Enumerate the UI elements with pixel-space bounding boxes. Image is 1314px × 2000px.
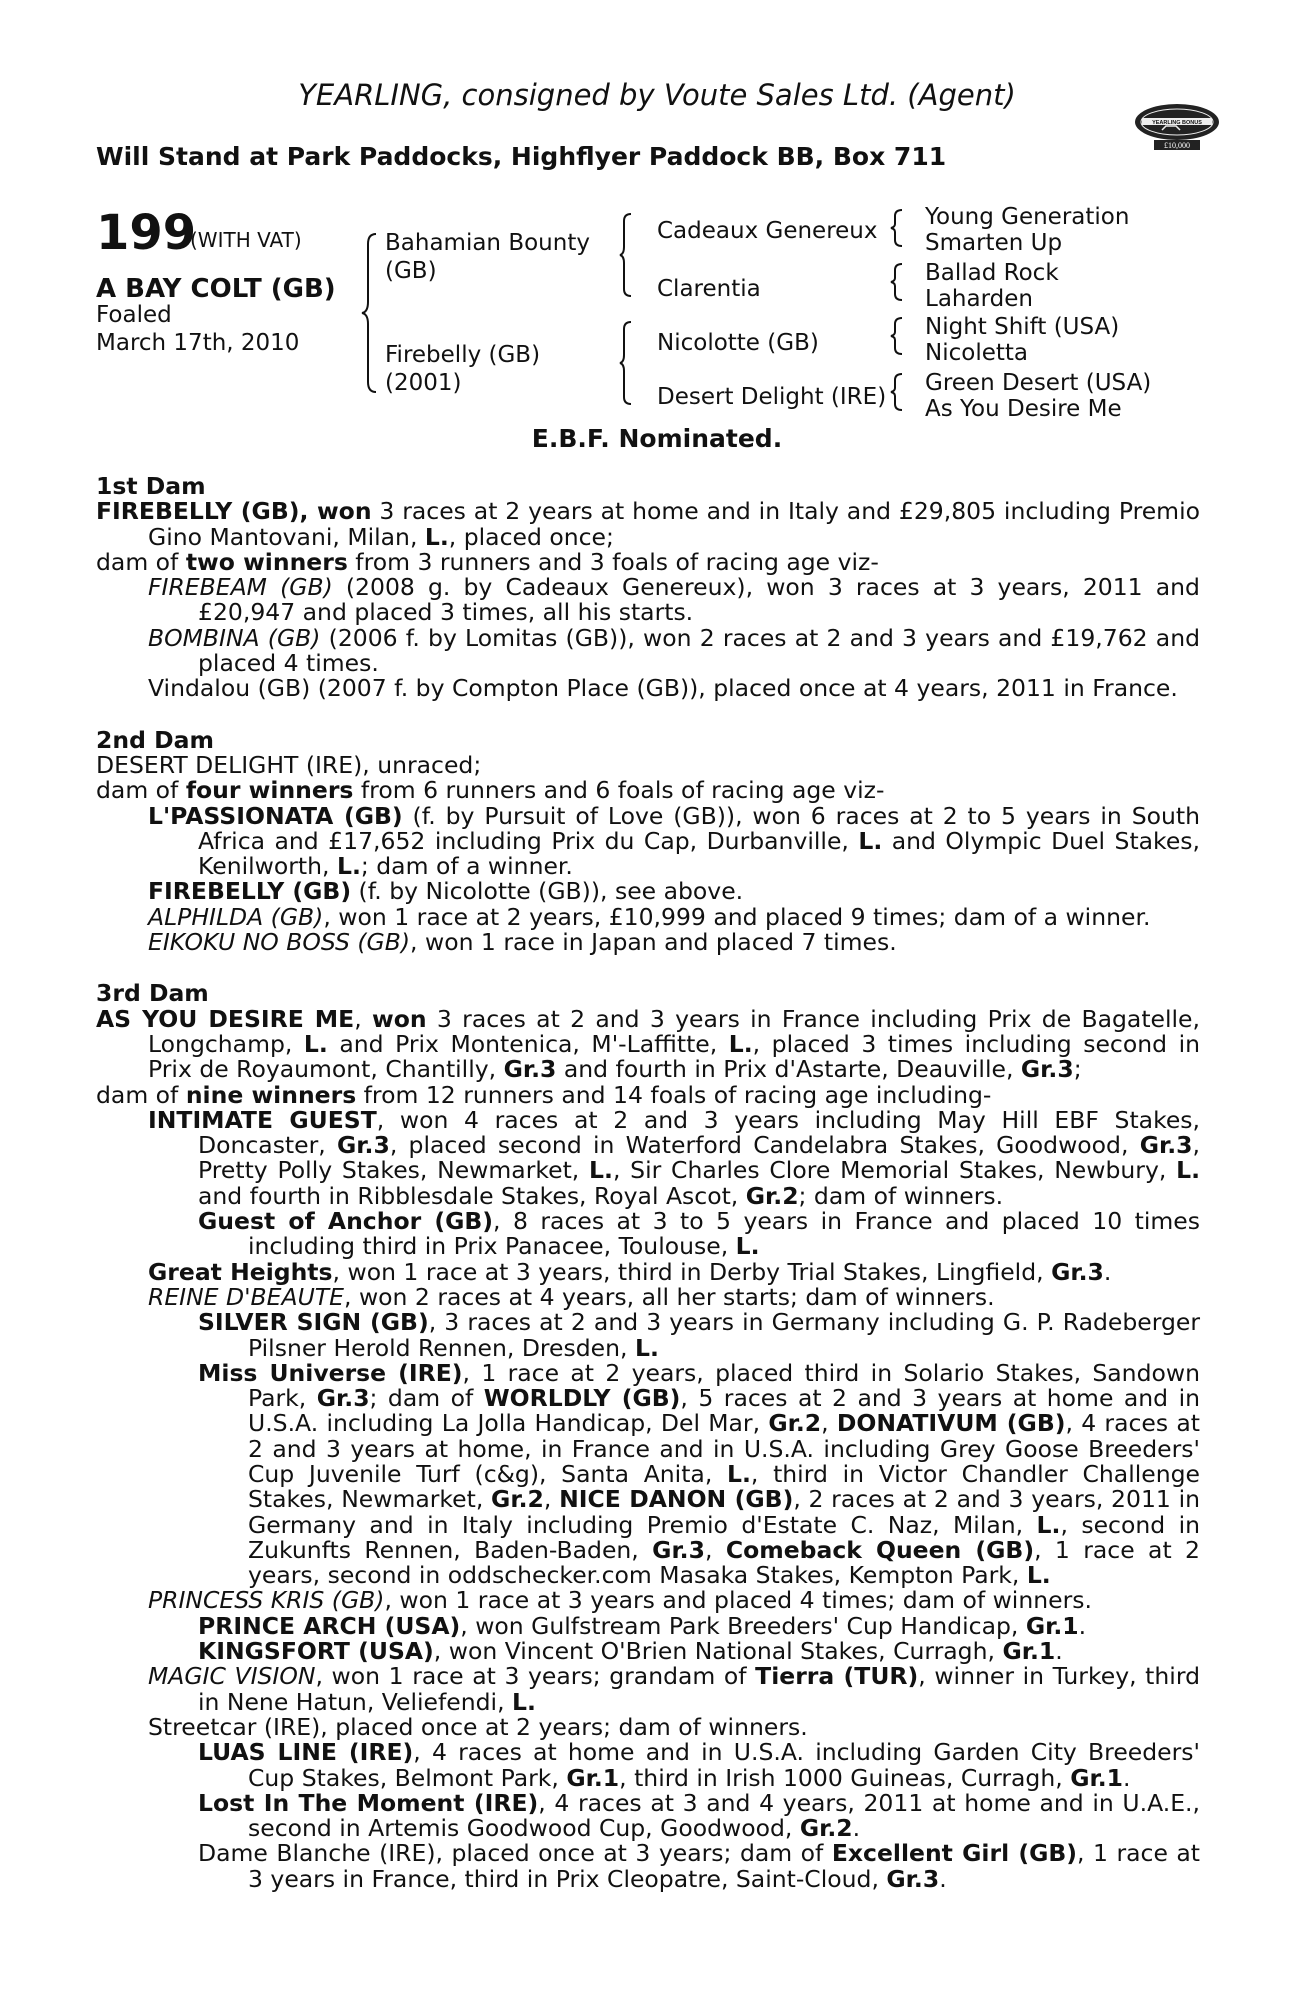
dam2-offspring-2: FIREBELLY (GB) (f. by Nicolotte (GB)), see above.: [148, 877, 744, 906]
luas-line-entry: LUAS LINE (IRE), 4 races at home and in U.S.A. including Garden City Breeders' Cup Stakes, Belmont Park, Gr.1, third in Irish 1000 Guineas, Curragh, Gr.1.: [198, 1738, 1200, 1792]
dam2-offspring-4: EIKOKU NO BOSS (GB), won 1 race in Japan and placed 7 times.: [148, 928, 897, 957]
sire-brace-icon: [618, 212, 634, 298]
lot-name: A BAY COLT (GB): [96, 274, 336, 304]
yearling-bonus-badge-icon: [1132, 98, 1222, 152]
dam-sire: Nicolotte (GB): [657, 330, 819, 356]
reine-dbeaute-entry: REINE D'BEAUTE, won 2 races at 4 years, all her starts; dam of winners.: [148, 1282, 995, 1311]
pedigree-brace-icon: [360, 232, 380, 394]
dam1-offspring-3: Vindalou (GB) (2007 f. by Compton Place (GB)), placed once at 4 years, 2011 in France.: [148, 674, 1178, 703]
gs-sdd: Laharden: [925, 286, 1033, 312]
sire-dam: Clarentia: [657, 276, 761, 302]
prince-arch-entry: PRINCE ARCH (USA), won Gulfstream Park Breeders' Cup Handicap, Gr.1.: [198, 1611, 1087, 1640]
dam-brace-icon: [618, 320, 634, 406]
gs-dss: Night Shift (USA): [925, 314, 1120, 340]
dam2-offspring-3: ALPHILDA (GB), won 1 race at 2 years, £10,999 and placed 9 times; dam of a winner.: [148, 902, 1151, 931]
badge-value: £10,000: [1164, 141, 1190, 150]
vat-note: (WITH VAT): [190, 228, 302, 252]
foaled-date: March 17th, 2010: [96, 330, 300, 356]
intimate-guest-entry: INTIMATE GUEST, won 4 races at 2 and 3 years including May Hill EBF Stakes, Doncaster, Gr.3, placed second in Waterford Candelabra Stakes, Goodwood, Gr.3, Pretty Polly Stakes, Newmarket, L., Sir Charles Clore Memorial Stakes, Newbury, L. and fourth in Ribblesdale Stakes, Royal Ascot, Gr.2; dam of winners.: [148, 1105, 1201, 1210]
lot-number: 199: [96, 205, 197, 261]
miss-universe-entry: Miss Universe (IRE), 1 race at 2 years, placed third in Solario Stakes, Sandown Park, Gr.3; dam of WORLDLY (GB), 5 races at 2 and 3 years at home and in U.S.A. including La Jolla Handicap, Del Mar, Gr.2, DONATIVUM (GB), 4 races at 2 and 3 years at home, in France and in U.S.A. including Grey Goose Breeders' Cup Juvenile Turf (c&g), Santa Anita, L., third in Victor Chandler Challenge Stakes, Newmarket, Gr.2, NICE DANON (GB), 2 races at 2 and 3 years, 2011 in Germany and in Italy including Premio d'Estate C. Naz, Milan, L., second in Zukunfts Rennen, Baden-Baden, Gr.3, Comeback Queen (GB), 1 race at 2 years, second in oddschecker.com Masaka Stakes, Kempton Park, L.: [198, 1358, 1201, 1590]
silver-sign-entry: SILVER SIGN (GB), 3 races at 2 and 3 years in Germany including G. P. Radeberger Pilsner Herold Rennen, Dresden, L.: [198, 1308, 1200, 1362]
sire-name: Bahamian Bounty: [385, 230, 590, 256]
badge-label: YEARLING BONUS: [1152, 120, 1202, 126]
gs-dds: Green Desert (USA): [925, 370, 1152, 396]
brace-sd-icon: [890, 262, 904, 302]
dam1-produce-summary: dam of two winners from 3 runners and 3 foals of racing age viz-: [96, 547, 879, 576]
dam2-heading: 2nd Dam: [96, 725, 214, 754]
streetcar-entry: Streetcar (IRE), placed once at 2 years; dam of winners.: [148, 1712, 808, 1741]
dam3-record: AS YOU DESIRE ME, won 3 races at 2 and 3 years in France including Prix de Bagatelle, Longchamp, L. and Prix Montenica, M'-Laffitte, L., placed 3 times including second in Prix de Royaumont, Chantilly, Gr.3 and fourth in Prix d'Astarte, Deauville, Gr.3;: [96, 1004, 1200, 1084]
brace-ss-icon: [890, 208, 904, 248]
gs-sss: Young Generation: [925, 204, 1130, 230]
sire-suffix: (GB): [385, 258, 437, 284]
kingsfort-entry: KINGSFORT (USA), won Vincent O'Brien National Stakes, Curragh, Gr.1.: [198, 1637, 1063, 1666]
dam-dam: Desert Delight (IRE): [657, 384, 887, 410]
dam-name: Firebelly (GB): [385, 342, 541, 368]
gs-dsd: Nicoletta: [925, 340, 1028, 366]
sire-sire: Cadeaux Genereux: [657, 218, 878, 244]
foaled-label: Foaled: [96, 302, 172, 328]
dam1-record: FIREBELLY (GB), won 3 races at 2 years at home and in Italy and £29,805 including Premio Gino Mantovani, Milan, L., placed once;: [96, 497, 1200, 551]
brace-dd-icon: [890, 372, 904, 412]
lost-in-the-moment-entry: Lost In The Moment (IRE), 4 races at 3 and 4 years, 2011 at home and in U.A.E., second in Artemis Goodwood Cup, Goodwood, Gr.2.: [198, 1788, 1200, 1843]
catalogue-body: [96, 474, 1200, 1892]
guest-of-anchor-entry: Guest of Anchor (GB), 8 races at 3 to 5 years in France and placed 10 times including third in Prix Panacee, Toulouse, L.: [198, 1207, 1200, 1261]
dam3-produce-summary: dam of nine winners from 12 runners and 14 foals of racing age including-: [96, 1080, 992, 1109]
gs-sds: Ballad Rock: [925, 260, 1059, 286]
dam2-offspring-1: L'PASSIONATA (GB) (f. by Pursuit of Love (GB)), won 6 races at 2 to 5 years in South Africa and £17,652 including Prix du Cap, Durbanville, L. and Olympic Duel Stakes, Kenilworth, L.; dam of a winner.: [148, 801, 1200, 881]
dam2-record: DESERT DELIGHT (IRE), unraced;: [96, 750, 482, 779]
gs-ddd: As You Desire Me: [925, 396, 1122, 422]
dam-year: (2001): [385, 370, 462, 396]
dam3-heading: 3rd Dam: [96, 979, 209, 1008]
dam1-offspring-2: BOMBINA (GB) (2006 f. by Lomitas (GB)), won 2 races at 2 and 3 years and £19,762 and placed 4 times.: [148, 623, 1201, 678]
great-heights-entry: Great Heights, won 1 race at 3 years, third in Derby Trial Stakes, Lingfield, Gr.3.: [148, 1257, 1112, 1286]
stand-location: Will Stand at Park Paddocks, Highflyer Paddock BB, Box 711: [96, 142, 947, 171]
brace-ds-icon: [890, 316, 904, 356]
dam1-heading: 1st Dam: [96, 472, 206, 500]
consignor-line: YEARLING, consigned by Voute Sales Ltd. (Agent): [298, 78, 1016, 112]
magic-vision-entry: MAGIC VISION, won 1 race at 3 years; grandam of Tierra (TUR), winner in Turkey, third in Nene Hatun, Veliefendi, L.: [148, 1662, 1200, 1716]
gs-ssd: Smarten Up: [925, 230, 1063, 256]
princess-kris-entry: PRINCESS KRIS (GB), won 1 race at 3 years and placed 4 times; dam of winners.: [148, 1586, 1092, 1615]
dam2-produce-summary: dam of four winners from 6 runners and 6 foals of racing age viz-: [96, 776, 885, 805]
ebf-nominated: E.B.F. Nominated.: [531, 424, 783, 453]
dame-blanche-entry: Dame Blanche (IRE), placed once at 3 years; dam of Excellent Girl (GB), 1 race at 3 years in France, third in Prix Cleopatre, Saint-Cloud, Gr.3.: [198, 1839, 1201, 1893]
dam1-offspring-1: FIREBEAM (GB) (2008 g. by Cadeaux Genereux), won 3 races at 3 years, 2011 and £20,947 and placed 3 times, all his starts.: [148, 573, 1200, 627]
